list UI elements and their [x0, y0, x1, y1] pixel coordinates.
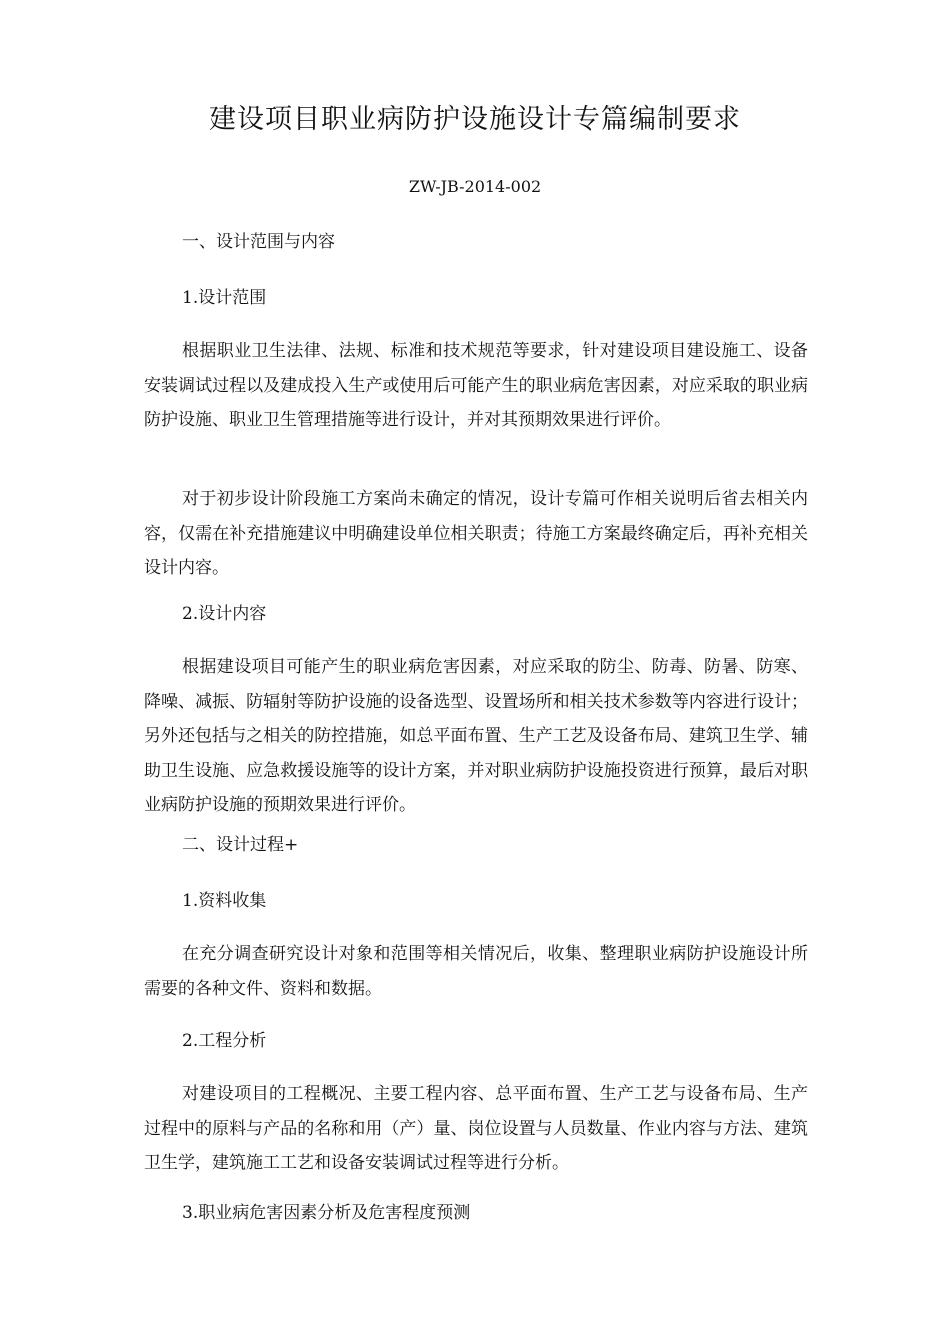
paragraph-preliminary-design: 对于初步设计阶段施工方案尚未确定的情况，设计专篇可作相关说明后省去相关内容，仅需在补充措施建议中明确建设单位相关职责；待施工方案最终确定后，再补充相关设计内容。	[144, 489, 808, 578]
paragraph-design-content: 根据建设项目可能产生的职业病危害因素，对应采取的防尘、防毒、防暑、防寒、降噪、减振、防辐射等防护设施的设备选型、设置场所和相关技术参数等内容进行设计；另外还包括与之相关的防控措施，如总平面布置、生产工艺及设备布局、建筑卫生学、辅助卫生设施、应急救援设施等的设计方案，并对职业病防护设施投资进行预算，最后对职业病防护设施的预期效果进行评价。	[144, 657, 808, 815]
subheading-data-collection: 1.资料收集	[182, 891, 267, 911]
paragraph-engineering-analysis: 对建设项目的工程概况、主要工程内容、总平面布置、生产工艺与设备布局、生产过程中的原料与产品的名称和用（产）量、岗位设置与人员数量、作业内容与方法、建筑卫生学，建筑施工工艺和设备安装调试过程等进行分析。	[144, 1084, 808, 1173]
document-code: ZW-JB-2014-002	[408, 177, 542, 196]
subheading-hazard-analysis: 3.职业病危害因素分析及危害程度预测	[182, 1203, 471, 1223]
paragraph-design-scope: 根据职业卫生法律、法规、标准和技术规范等要求，针对建设项目建设施工、设备安装调试过程以及建成投入生产或使用后可能产生的职业病危害因素，对应采取的职业病防护设施、职业卫生管理措施等进行设计，并对其预期效果进行评价。	[144, 341, 808, 430]
paragraph-data-collection: 在充分调查研究设计对象和范围等相关情况后，收集、整理职业病防护设施设计所需要的各种文件、资料和数据。	[144, 944, 808, 999]
subheading-design-content: 2.设计内容	[182, 604, 267, 624]
document-title: 建设项目职业病防护设施设计专篇编制要求	[209, 104, 741, 135]
section-heading-design-scope-content: 一、设计范围与内容	[182, 232, 335, 252]
subheading-engineering-analysis: 2.工程分析	[182, 1031, 267, 1051]
subheading-design-scope: 1.设计范围	[182, 288, 267, 308]
section-heading-design-process: 二、设计过程+	[182, 835, 299, 855]
